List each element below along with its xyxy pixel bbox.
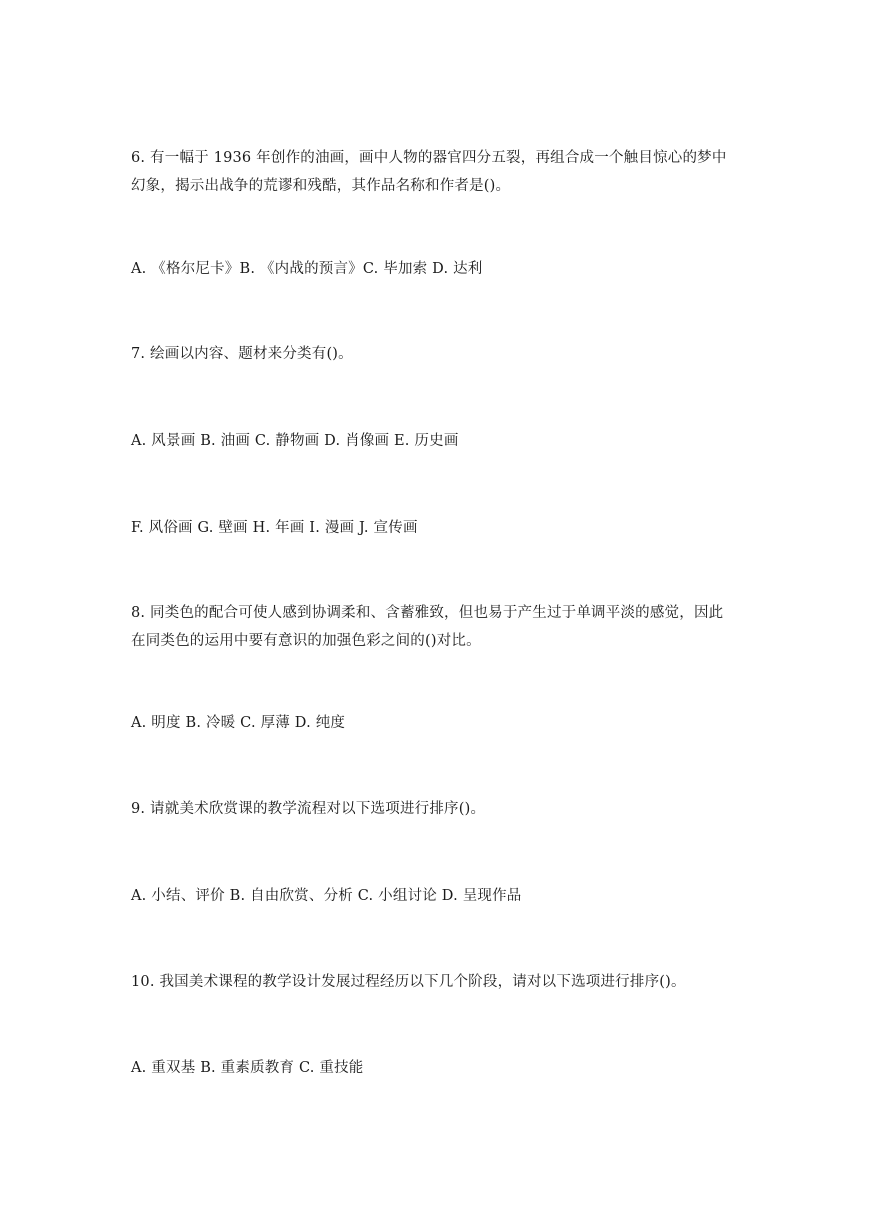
question-10-stem: 10. 我国美术课程的教学设计发展过程经历以下几个阶段，请对以下选项进行排序()。 [131, 974, 686, 990]
question-8-stem [131, 599, 751, 655]
question-8-options: A. 明度 B. 冷暖 C. 厚薄 D. 纯度 [131, 715, 346, 731]
question-9-stem: 9. 请就美术欣赏课的教学流程对以下选项进行排序()。 [131, 801, 486, 817]
question-6-stem-line-2: 幻象，揭示出战争的荒谬和残酷，其作品名称和作者是()。 [131, 178, 511, 194]
question-7-options-line-2: F. 风俗画 G. 壁画 H. 年画 I. 漫画 J. 宣传画 [131, 520, 418, 536]
question-10-options: A. 重双基 B. 重素质教育 C. 重技能 [131, 1060, 364, 1076]
question-6-options: A. 《格尔尼卡》B. 《内战的预言》C. 毕加索 D. 达利 [131, 261, 483, 277]
question-6-stem [131, 144, 751, 200]
question-6-stem-line-1: 6. 有一幅于 1936 年创作的油画，画中人物的器官四分五裂，再组合成一个触目惊心的梦中 [131, 150, 727, 166]
question-7-stem: 7. 绘画以内容、题材来分类有()。 [131, 346, 353, 362]
question-8-stem-line-2: 在同类色的运用中要有意识的加强色彩之间的()对比。 [131, 633, 481, 649]
question-8-stem-line-1: 8. 同类色的配合可使人感到协调柔和、含蓄雅致，但也易于产生过于单调平淡的感觉，因此 [131, 605, 724, 621]
question-7-options-line-1: A. 风景画 B. 油画 C. 静物画 D. 肖像画 E. 历史画 [131, 433, 459, 449]
question-9-options: A. 小结、评价 B. 自由欣赏、分析 C. 小组讨论 D. 呈现作品 [131, 888, 522, 904]
